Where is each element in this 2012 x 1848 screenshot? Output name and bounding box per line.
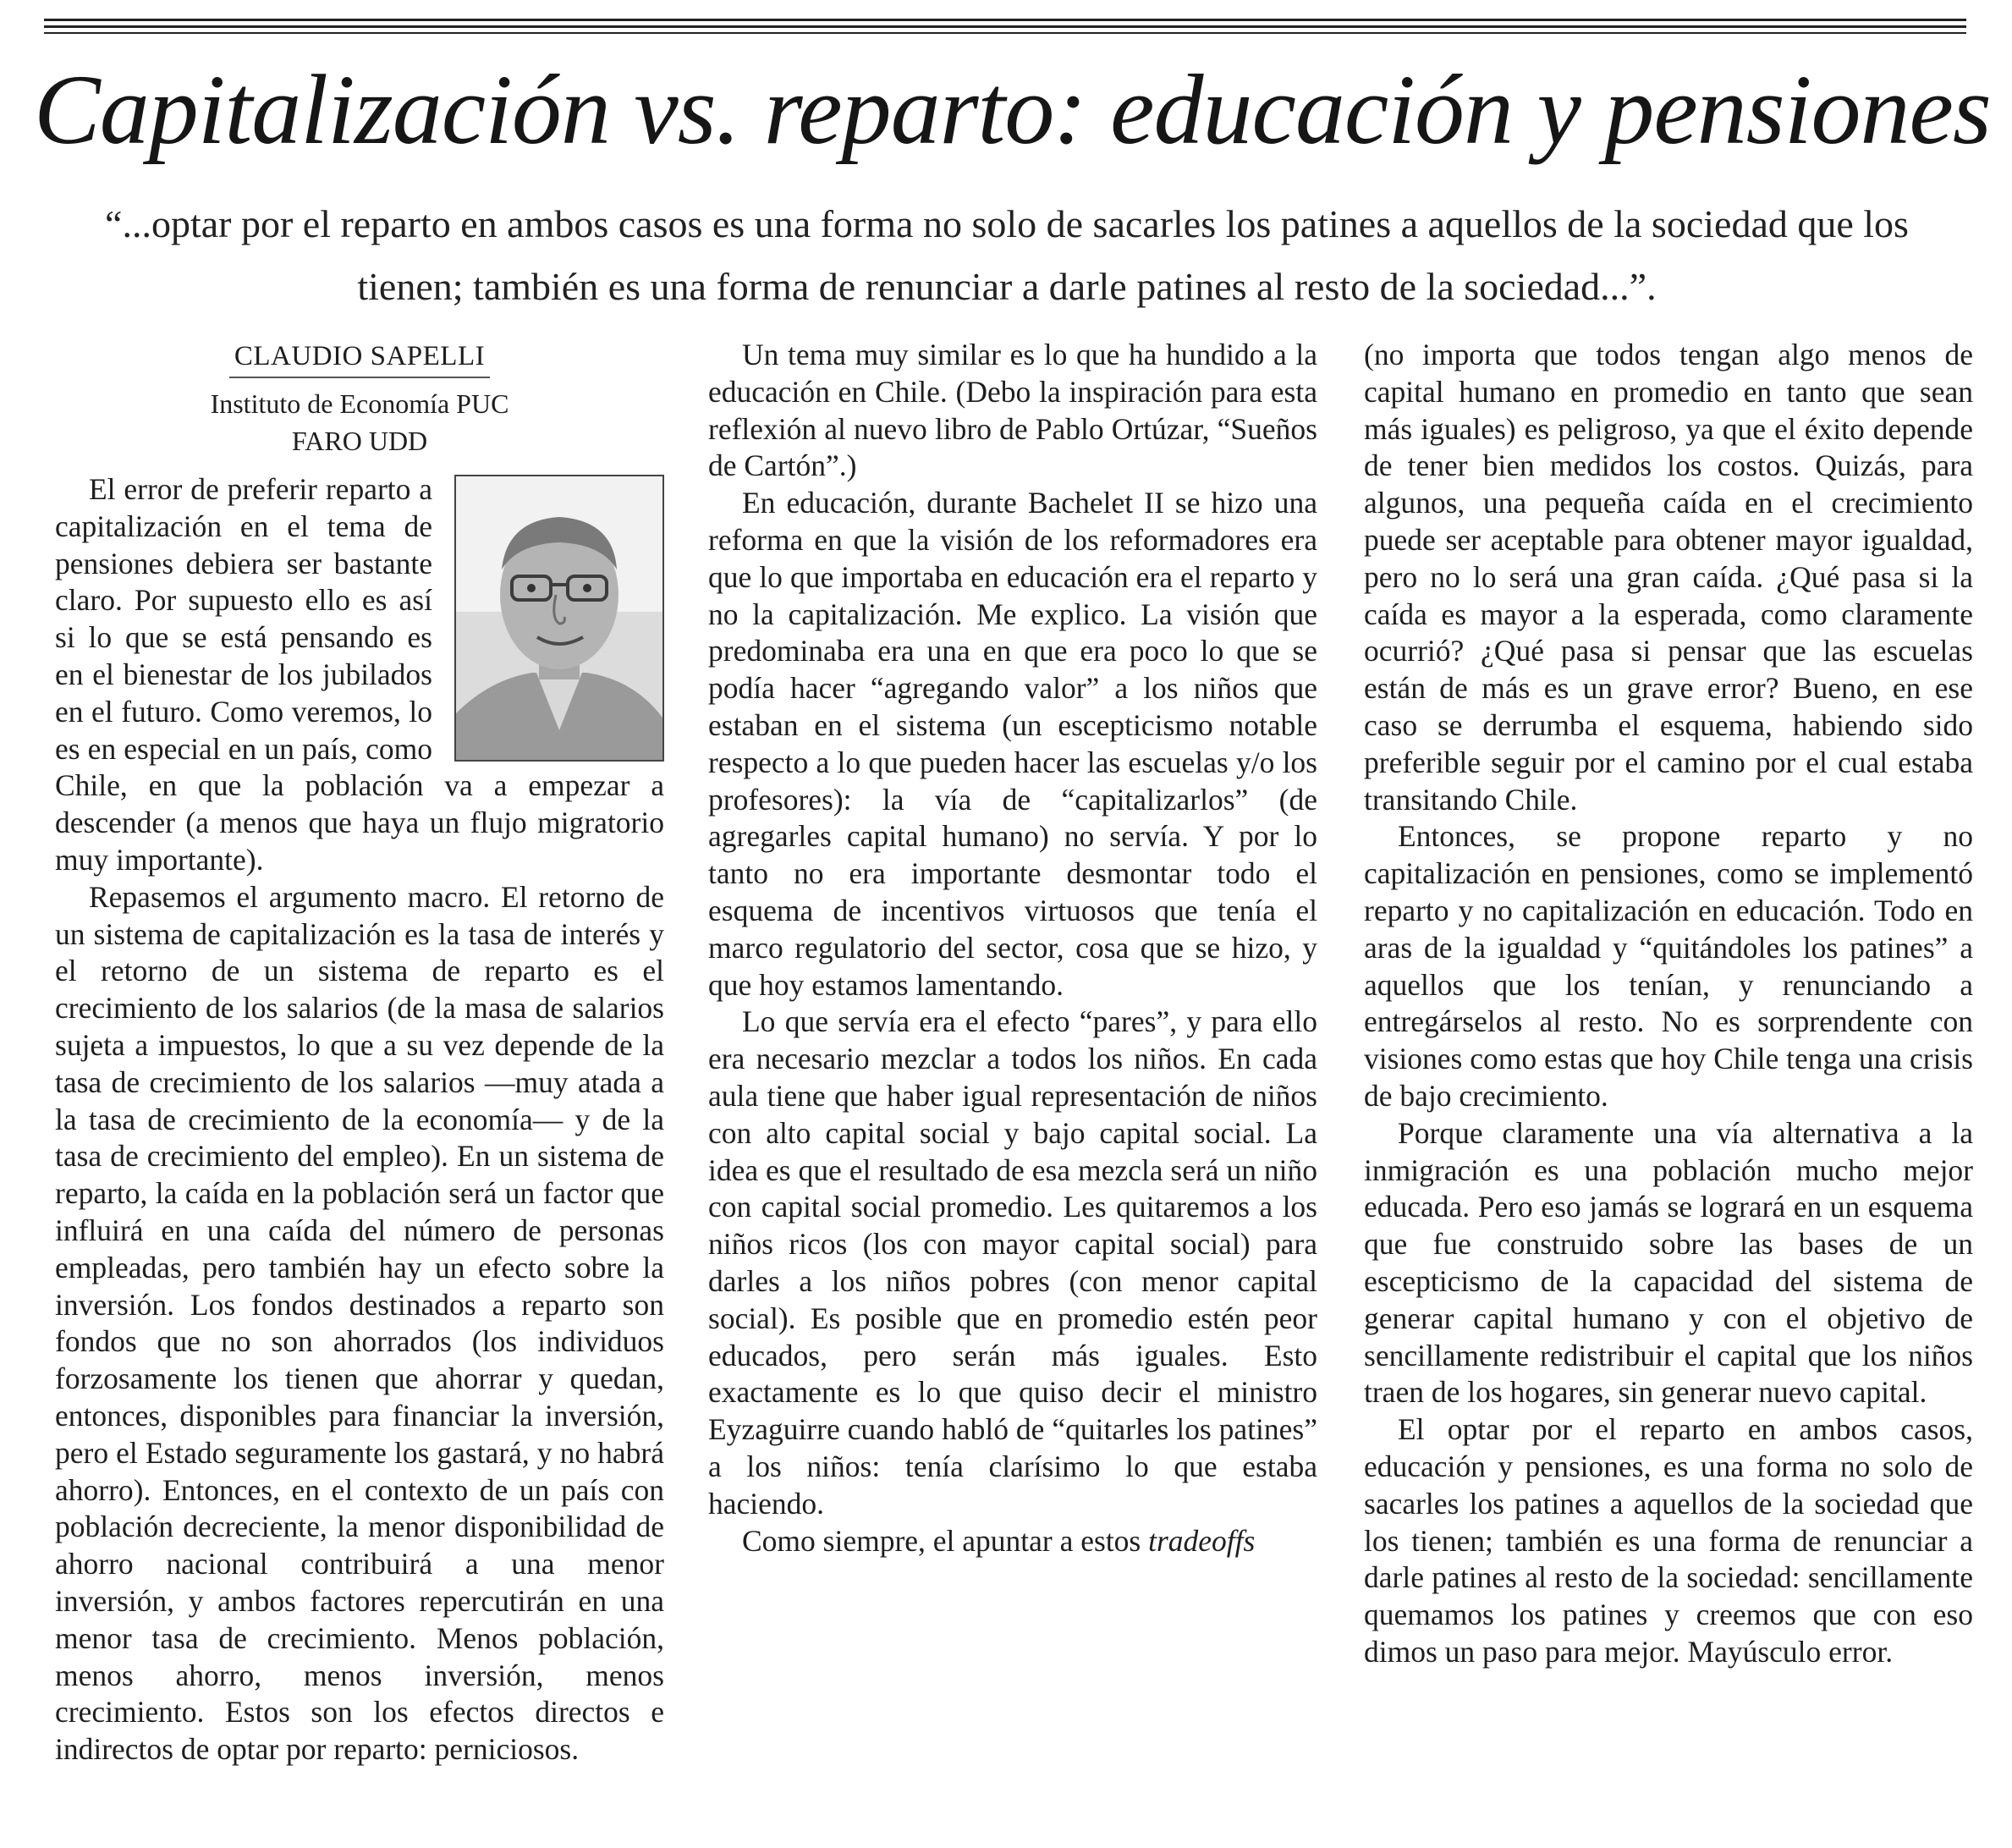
byline [55,337,664,378]
article-column-3 [1364,337,1973,1671]
article-paragraph: En educación, durante Bachelet II se hizo una reforma en que la visión de los reformadores era que lo que importaba en educación era el reparto y no la capitalización. Me explico. La visión que predominaba era una en que era poco lo que se podía hacer “agregando valor” a los niños que estaban en el sistema (un escepticismo notable respecto a lo que pueden hacer las escuelas y/o los profesores): la vía de “capitalizarlos” (de agregarles capital humano) no servía. Y por lo tanto no era importante desmontar todo el esquema de incentivos virtuosos que tenía el marco regulatorio del sector, cosa que se hizo, y que hoy estamos lamentando. [708,486,1317,1002]
article-paragraph: Lo que servía era el efecto “pares”, y para ello era necesario mezclar a todos los niños. En cada aula tiene que haber igual representación de niños con alto capital social y bajo capital social. La idea es que el resultado de esa mezcla será un niño con capital social promedio. Les quitaremos a los niños ricos (los con mayor capital social) para darles a los niños pobres (con menor capital social). Es posible que en promedio estén peor educados, pero serán más iguales. Esto exactamente es lo que quiso decir el ministro Eyzaguirre cuando habló de “quitarles los patines” a los niños: tenía clarísimo lo que estaba haciendo. [708,1004,1317,1521]
author-affiliation: Instituto de Economía PUC [210,388,509,419]
top-rule [44,32,1966,34]
article-headline: Capitalización vs. reparto: educación y pensiones [34,54,1991,165]
author-affiliation: FARO UDD [291,426,428,456]
pull-quote: “...optar por el reparto en ambos casos es una forma no solo de sacarles los patines a aquellos de la sociedad que los tienen; también es una forma de renunciar a darle patines al resto de la sociedad...”. [105,202,1909,308]
author-photo [454,475,664,762]
article-paragraph: Repasemos el argumento macro. El retorno de un sistema de capitalización es la tasa de interés y el retorno de un sistema de reparto es el crecimiento de los salarios (de la masa de salarios sujeta a impuestos, lo que a su vez depende de la tasa de crecimiento de los salarios —muy atada a la tasa de crecimiento de la economía— y de la tasa de crecimiento del empleo). En un sistema de reparto, la caída en la población será un factor que influirá en una caída del número de personas empleadas, pero también hay un efecto sobre la inversión. Los fondos destinados a reparto son fondos que no son ahorrados (los individuos forzosamente los tienen que ahorrar y quedan, entonces, disponibles para financiar la inversión, pero el Estado seguramente los gastará, y no habrá ahorro). Entonces, en el contexto de un país con población decreciente, la menor disponibilidad de ahorro nacional contribuirá a una menor inversión, y ambos factores repercutirán en una menor tasa de crecimiento. Menos población, menos ahorro, menos inversión, menos crecimiento. Estos son los efectos directos e indirectos de optar por reparto: perniciosos. [55,879,664,1767]
author-name: CLAUDIO SAPELLI [229,338,490,378]
article-paragraph: El error de preferir reparto a capitalización en el tema de pensiones debiera ser bastante claro. Por supuesto ello es así si lo que se está pensando es en el bienestar de los jubilados en el futuro. Como veremos, lo es en especial en un país, como Chile, en que la población va a empezar a descender (a menos que haya un flujo migratorio muy importante). [55,472,664,877]
article-paragraph: (no importa que todos tengan algo menos de capital humano en promedio en tanto que sean más iguales) es peligroso, ya que el éxito depende de tener bien medidos los costos. Quizás, para algunos, una pequeña caída en el crecimiento puede ser aceptable para obtener mayor igualdad, pero no lo será una gran caída. ¿Qué pasa si la caída es mayor a la esperada, como claramente ocurrió? ¿Qué pasa si pensar que las escuelas están de más es un grave error? Bueno, en ese caso se derrumba el esquema, habiendo sido preferible seguir por el camino por el cual estaba transitando Chile. [1364,338,1973,817]
top-rule [44,19,1966,21]
article-paragraph: El optar por el reparto en ambos casos, educación y pensiones, es una forma no solo de sacarles los patines a aquellos de la sociedad que los tienen; también es una forma de renunciar a darle patines al resto de la sociedad: sencillamente quemamos los patines y creemos que con eso dimos un paso para mejor. Mayúsculo error. [1364,1412,1973,1669]
article-paragraph: Entonces, se propone reparto y no capitalización en pensiones, como se implementó reparto y no capitalización en educación. Todo en aras de la igualdad y “quitándoles los patines” a aquellos que los tenían, y renunciando a entregárselos al resto. No es sorprendente con visiones como estas que hoy Chile tenga una crisis de bajo crecimiento. [1364,819,1973,1113]
article-paragraph: Como siempre, el apuntar a estos tradeoffs [742,1523,1256,1558]
article-paragraph: Porque claramente una vía alternativa a la inmigración es una población mucho mejor educada. Pero eso jamás se logrará en un esquema que fue construido sobre las bases de un escepticismo de la capacidad del sistema de generar capital humano y con el objetivo de sencillamente redistribuir el capital que los niños traen de los hogares, sin generar nuevo capital. [1364,1115,1973,1410]
top-rule [44,25,1966,28]
author-portrait-icon [456,476,662,760]
article-column-1 [55,337,664,1768]
article-column-2 [708,337,1317,1559]
article-paragraph: Un tema muy similar es lo que ha hundido a la educación en Chile. (Debo la inspiración para esta reflexión al nuevo libro de Pablo Ortúzar, “Sueños de Cartón”.) [708,338,1317,483]
